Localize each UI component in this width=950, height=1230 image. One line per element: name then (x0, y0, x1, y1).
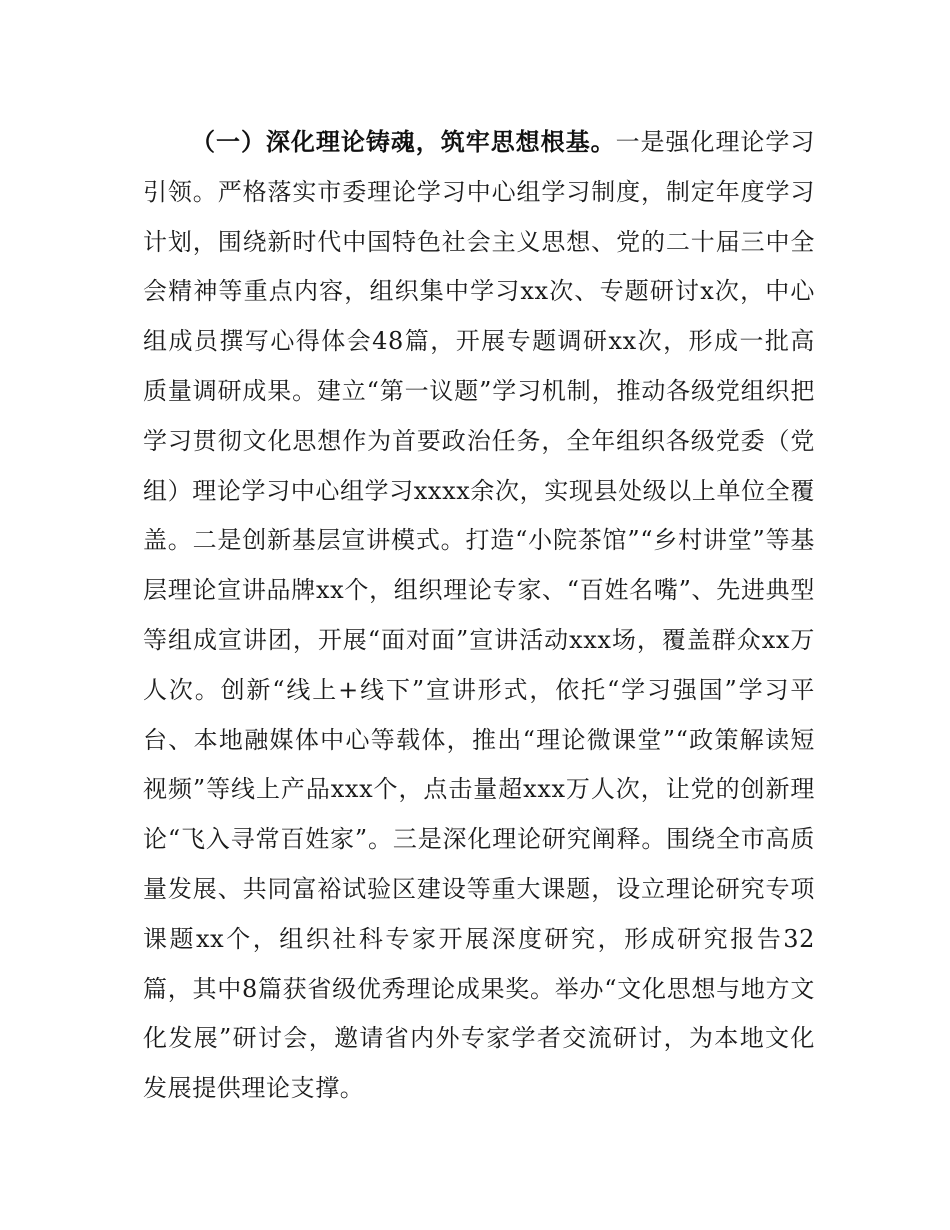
section-paragraph (143, 118, 815, 1114)
section-body: 一是强化理论学习引领。严格落实市委理论学习中心组学习制度，制定年度学习计划，围绕新时代中国特色社会主义思想、党的二十届三中全会精神等重点内容，组织集中学习xx次、专题研讨x次，中心组成员撰写心得体会48篇，开展专题调研xx次，形成一批高质量调研成果。建立“第一议题”学习机制，推动各级党组织把学习贯彻文化思想作为首要政治任务，全年组织各级党委（党组）理论学习中心组学习xxxx余次，实现县处级以上单位全覆盖。二是创新基层宣讲模式。打造“小院茶馆”“乡村讲堂”等基层理论宣讲品牌xx个，组织理论专家、“百姓名嘴”、先进典型等组成宣讲团，开展“面对面”宣讲活动xxx场，覆盖群众xx万人次。创新“线上+线下”宣讲形式，依托“学习强国”学习平台、本地融媒体中心等载体，推出“理论微课堂”“政策解读短视频”等线上产品xxx个，点击量超xxx万人次，让党的创新理论“飞入寻常百姓家”。三是深化理论研究阐释。围绕全市高质量发展、共同富裕试验区建设等重大课题，设立理论研究专项课题xx个，组织社科专家开展深度研究，形成研究报告32篇，其中8篇获省级优秀理论成果奖。举办“文化思想与地方文化发展”研讨会，邀请省内外专家学者交流研讨，为本地文化发展提供理论支撑。 (143, 128, 815, 1103)
section-heading: （一）深化理论铸魂，筑牢思想根基。 (191, 128, 616, 156)
